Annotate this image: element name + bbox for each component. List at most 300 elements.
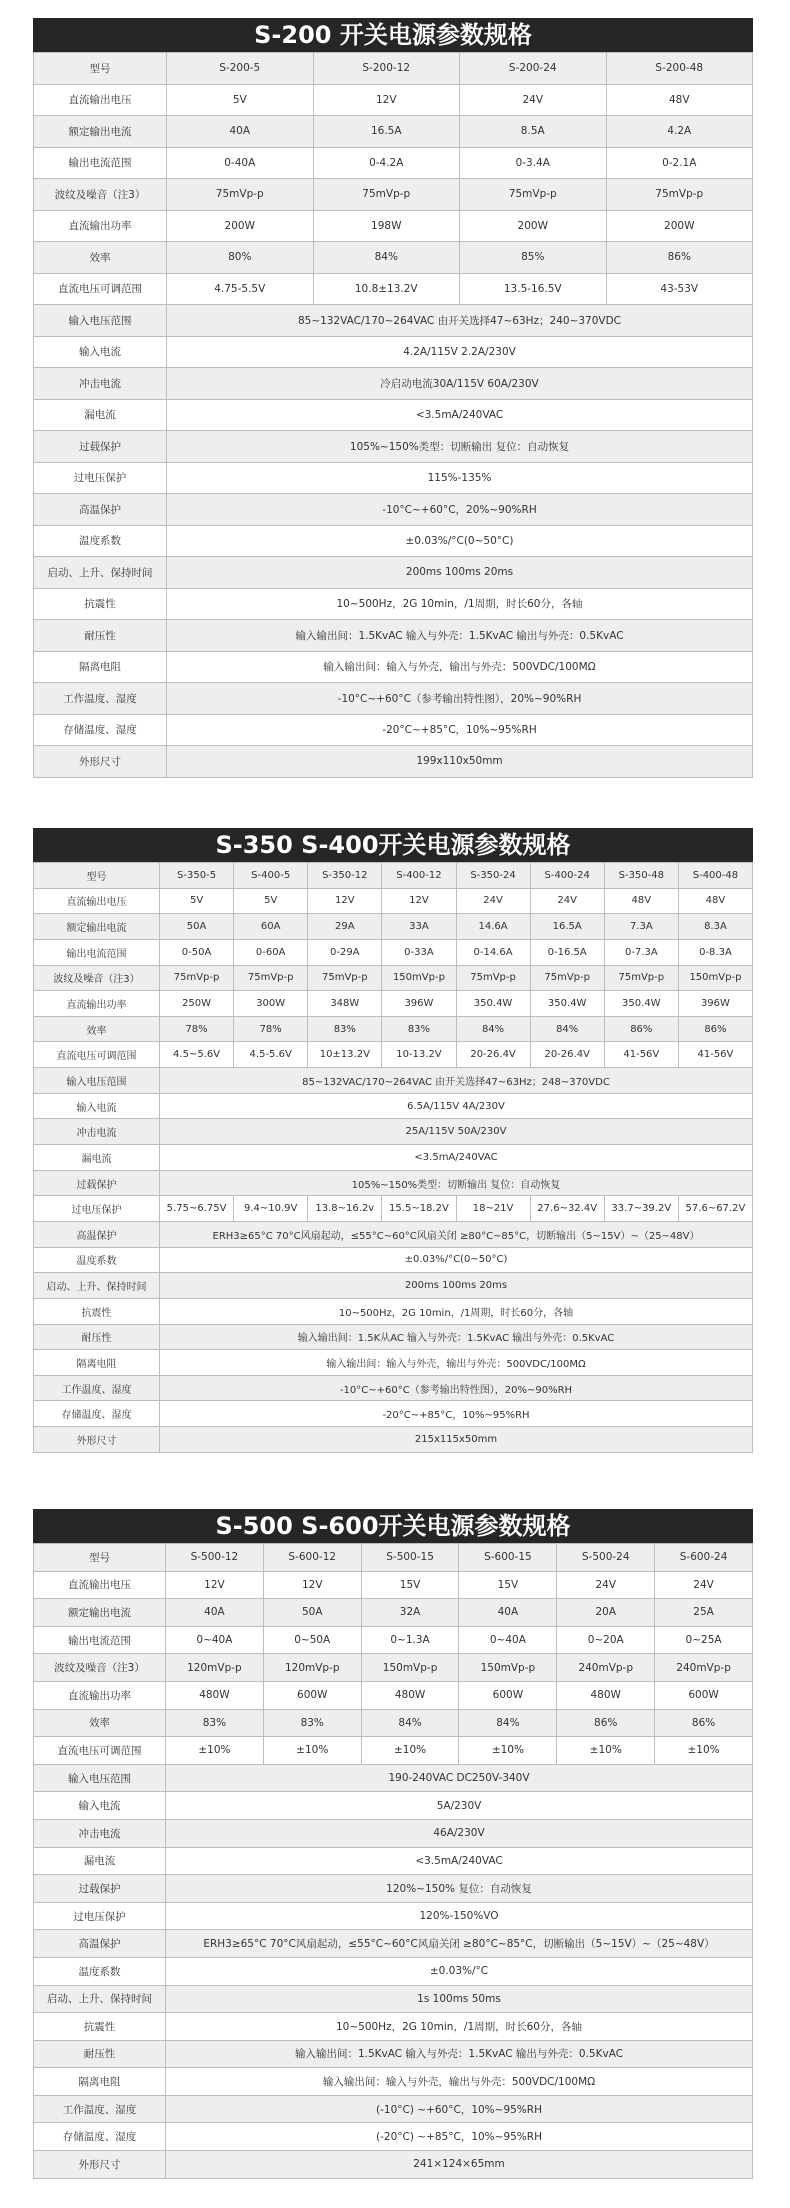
header-cell: S-400-5	[234, 863, 308, 889]
table-row	[34, 588, 753, 620]
table-cell: 85~132VAC/170~264VAC 由开关选择47~63Hz；240~370VDC	[167, 305, 753, 337]
table-cell: 12V	[382, 888, 456, 914]
table-cell: 80%	[167, 242, 314, 274]
table-cell: 150mVp-p	[361, 1654, 459, 1682]
table-cell: 120%-150%VO	[166, 1902, 753, 1930]
table-row	[34, 1764, 753, 1792]
table-cell: 43-53V	[606, 273, 753, 305]
table-header-row	[34, 1544, 753, 1572]
table-row	[34, 1819, 753, 1847]
row-label: 直流输出功率	[34, 1681, 166, 1709]
table-cell: ERH3≥65°C 70°C风扇起动，≤55°C~60°C风扇关闭 ≥80°C~85°C，切断输出（5~15V）~（25~48V）	[160, 1221, 753, 1247]
table-cell: 120mVp-p	[166, 1654, 264, 1682]
s500-title: S-500 S-600开关电源参数规格	[33, 1509, 753, 1543]
row-label: 冲击电流	[34, 1119, 160, 1145]
table-row	[34, 84, 753, 116]
table-row	[34, 1298, 753, 1324]
table-row	[34, 1068, 753, 1094]
header-cell: S-200-12	[313, 53, 460, 85]
row-label: 漏电流	[34, 1847, 166, 1875]
table-row	[34, 914, 753, 940]
table-cell: 40A	[459, 1599, 557, 1627]
row-label: 输出电流范围	[34, 1626, 166, 1654]
table-cell: 15.5~18.2V	[382, 1196, 456, 1222]
table-cell: 86%	[678, 1016, 752, 1042]
row-label: 隔离电阻	[34, 651, 167, 683]
row-label: 输入电流	[34, 1792, 166, 1820]
table-cell: ±10%	[459, 1737, 557, 1765]
row-label: 温度系数	[34, 525, 167, 557]
table-row	[34, 273, 753, 305]
table-cell: 215x115x50mm	[160, 1427, 753, 1453]
row-label: 输入电流	[34, 336, 167, 368]
table-cell: 0~40A	[459, 1626, 557, 1654]
table-cell: 105%~150%类型：切断输出 复位：自动恢复	[160, 1170, 753, 1196]
table-cell: 0-3.4A	[460, 147, 607, 179]
row-label: 输出电流范围	[34, 147, 167, 179]
table-cell: 9.4~10.9V	[234, 1196, 308, 1222]
row-label: 直流输出电压	[34, 84, 167, 116]
header-cell: S-200-5	[167, 53, 314, 85]
table-cell: 29A	[308, 914, 382, 940]
table-cell: 120%~150% 复位：自动恢复	[166, 1875, 753, 1903]
row-label: 耐压性	[34, 2040, 166, 2068]
table-row	[34, 431, 753, 463]
table-row	[34, 888, 753, 914]
table-row	[34, 1737, 753, 1765]
row-label: 直流电压可调范围	[34, 273, 167, 305]
row-label: 波纹及噪音（注3）	[34, 965, 160, 991]
table-cell: ±10%	[655, 1737, 753, 1765]
table-row	[34, 116, 753, 148]
table-cell: 15V	[361, 1571, 459, 1599]
table-header-row	[34, 53, 753, 85]
row-label: 直流电压可调范围	[34, 1737, 166, 1765]
table-cell: 84%	[313, 242, 460, 274]
s200-title: S-200 开关电源参数规格	[33, 18, 753, 52]
row-label: 外形尺寸	[34, 746, 167, 778]
table-cell: 32A	[361, 1599, 459, 1627]
row-label: 高温保护	[34, 494, 167, 526]
table-cell: 75mVp-p	[530, 965, 604, 991]
table-row	[34, 305, 753, 337]
row-label: 工作温度、湿度	[34, 683, 167, 715]
table-row	[34, 336, 753, 368]
header-cell: S-350-12	[308, 863, 382, 889]
header-cell: S-500-12	[166, 1544, 264, 1572]
table-cell: 350.4W	[604, 991, 678, 1017]
table-cell: 输入输出间：输入与外壳，输出与外壳：500VDC/100MΩ	[167, 651, 753, 683]
header-cell: 型号	[34, 863, 160, 889]
table-row	[34, 1221, 753, 1247]
row-label: 过载保护	[34, 1875, 166, 1903]
row-label: 工作温度、湿度	[34, 2095, 166, 2123]
table-cell: <3.5mA/240VAC	[160, 1145, 753, 1171]
table-cell: 24V	[456, 888, 530, 914]
row-label: 耐压性	[34, 1324, 160, 1350]
table-cell: 600W	[459, 1681, 557, 1709]
table-row	[34, 965, 753, 991]
table-cell: 350.4W	[456, 991, 530, 1017]
table-cell: 0~1.3A	[361, 1626, 459, 1654]
table-row	[34, 1324, 753, 1350]
table-cell: 83%	[166, 1709, 264, 1737]
table-row	[34, 1145, 753, 1171]
row-label: 漏电流	[34, 1145, 160, 1171]
table-cell: ±10%	[557, 1737, 655, 1765]
table-cell: 12V	[166, 1571, 264, 1599]
table-cell: 0-60A	[234, 939, 308, 965]
table-cell: 5V	[167, 84, 314, 116]
row-label: 抗震性	[34, 1298, 160, 1324]
table-row	[34, 1350, 753, 1376]
table-cell: 输入输出间：输入与外壳，输出与外壳：500VDC/100MΩ	[166, 2068, 753, 2096]
table-cell: 75mVp-p	[606, 179, 753, 211]
row-label: 过载保护	[34, 1170, 160, 1196]
table-cell: 冷启动电流30A/115V 60A/230V	[167, 368, 753, 400]
table-row	[34, 1401, 753, 1427]
row-label: 存储温度、湿度	[34, 2123, 166, 2151]
table-row	[34, 242, 753, 274]
table-cell: 240mVp-p	[557, 1654, 655, 1682]
row-label: 启动、上升、保持时间	[34, 1273, 160, 1299]
table-cell: 85~132VAC/170~264VAC 由开关选择47~63Hz；248~370VDC	[160, 1068, 753, 1094]
row-label: 外形尺寸	[34, 1427, 160, 1453]
table-cell: 75mVp-p	[167, 179, 314, 211]
table-cell: 150mVp-p	[459, 1654, 557, 1682]
table-cell: 0~50A	[263, 1626, 361, 1654]
table-cell: ±0.03%/°C(0~50°C)	[160, 1247, 753, 1273]
table-cell: ±0.03%/°C	[166, 1957, 753, 1985]
row-label: 耐压性	[34, 620, 167, 652]
row-label: 隔离电阻	[34, 2068, 166, 2096]
table-row	[34, 2040, 753, 2068]
table-cell: 25A/115V 50A/230V	[160, 1119, 753, 1145]
table-cell: 300W	[234, 991, 308, 1017]
table-cell: -20°C~+85°C，10%~95%RH	[167, 714, 753, 746]
table-cell: 12V	[313, 84, 460, 116]
table-cell: 84%	[530, 1016, 604, 1042]
row-label: 直流输出电压	[34, 1571, 166, 1599]
table-cell: 4.2A	[606, 116, 753, 148]
table-row	[34, 1196, 753, 1222]
table-cell: 0-50A	[160, 939, 234, 965]
table-cell: 86%	[604, 1016, 678, 1042]
table-cell: 40A	[167, 116, 314, 148]
table-cell: 0-4.2A	[313, 147, 460, 179]
s350-s400-spec-section	[33, 828, 753, 1453]
table-row	[34, 651, 753, 683]
table-cell: 4.75-5.5V	[167, 273, 314, 305]
row-label: 外形尺寸	[34, 2151, 166, 2179]
table-cell: 57.6~67.2V	[678, 1196, 752, 1222]
table-cell: 115%-135%	[167, 462, 753, 494]
row-label: 直流输出电压	[34, 888, 160, 914]
table-cell: 200W	[167, 210, 314, 242]
table-row	[34, 1847, 753, 1875]
table-cell: 198W	[313, 210, 460, 242]
table-row	[34, 399, 753, 431]
table-cell: 输入输出间：1.5K从AC 输入与外壳：1.5KvAC 输出与外壳：0.5KvAC	[160, 1324, 753, 1350]
table-row	[34, 1792, 753, 1820]
table-row	[34, 1273, 753, 1299]
table-cell: 480W	[166, 1681, 264, 1709]
table-row	[34, 1709, 753, 1737]
row-label: 输入电压范围	[34, 1764, 166, 1792]
table-cell: 480W	[557, 1681, 655, 1709]
table-cell: <3.5mA/240VAC	[167, 399, 753, 431]
table-cell: 5.75~6.75V	[160, 1196, 234, 1222]
table-header-row	[34, 863, 753, 889]
table-cell: ±0.03%/°C(0~50°C)	[167, 525, 753, 557]
table-cell: 150mVp-p	[678, 965, 752, 991]
table-cell: 83%	[382, 1016, 456, 1042]
row-label: 过载保护	[34, 431, 167, 463]
table-cell: 78%	[160, 1016, 234, 1042]
row-label: 温度系数	[34, 1247, 160, 1273]
table-cell: 41-56V	[604, 1042, 678, 1068]
header-cell: S-350-48	[604, 863, 678, 889]
table-row	[34, 1170, 753, 1196]
table-row	[34, 1042, 753, 1068]
table-cell: 0-7.3A	[604, 939, 678, 965]
table-cell: 350.4W	[530, 991, 604, 1017]
table-row	[34, 1654, 753, 1682]
table-row	[34, 494, 753, 526]
table-row	[34, 1016, 753, 1042]
table-row	[34, 368, 753, 400]
header-cell: S-500-24	[557, 1544, 655, 1572]
table-cell: 48V	[678, 888, 752, 914]
table-cell: 24V	[557, 1571, 655, 1599]
table-cell: 20-26.4V	[530, 1042, 604, 1068]
s350-title: S-350 S-400开关电源参数规格	[33, 828, 753, 862]
table-cell: <3.5mA/240VAC	[166, 1847, 753, 1875]
table-row	[34, 525, 753, 557]
row-label: 冲击电流	[34, 368, 167, 400]
table-cell: 20A	[557, 1599, 655, 1627]
table-cell: ±10%	[263, 1737, 361, 1765]
table-cell: 84%	[456, 1016, 530, 1042]
table-cell: 200ms 100ms 20ms	[160, 1273, 753, 1299]
table-cell: 10-13.2V	[382, 1042, 456, 1068]
row-label: 额定输出电流	[34, 116, 167, 148]
table-cell: 0-14.6A	[456, 939, 530, 965]
table-cell: 240mVp-p	[655, 1654, 753, 1682]
table-cell: 16.5A	[313, 116, 460, 148]
table-row	[34, 1375, 753, 1401]
table-row	[34, 1902, 753, 1930]
table-row	[34, 620, 753, 652]
table-cell: 5V	[160, 888, 234, 914]
table-cell: 0-16.5A	[530, 939, 604, 965]
s200-spec-section	[33, 18, 753, 778]
table-cell: 0~25A	[655, 1626, 753, 1654]
table-cell: 18~21V	[456, 1196, 530, 1222]
table-row	[34, 2095, 753, 2123]
table-cell: 348W	[308, 991, 382, 1017]
row-label: 启动、上升、保持时间	[34, 1985, 166, 2013]
s200-spec-table	[33, 52, 753, 778]
table-row	[34, 462, 753, 494]
table-row	[34, 1571, 753, 1599]
s500-spec-table	[33, 1543, 753, 2179]
table-cell: 75mVp-p	[313, 179, 460, 211]
table-row	[34, 2068, 753, 2096]
table-row	[34, 1093, 753, 1119]
table-row	[34, 939, 753, 965]
table-cell: 190-240VAC DC250V-340V	[166, 1764, 753, 1792]
table-cell: 40A	[166, 1599, 264, 1627]
row-label: 效率	[34, 1016, 160, 1042]
table-cell: 84%	[459, 1709, 557, 1737]
row-label: 抗震性	[34, 588, 167, 620]
table-cell: -10°C~+60°C，20%~90%RH	[167, 494, 753, 526]
row-label: 工作温度、湿度	[34, 1375, 160, 1401]
table-cell: 12V	[263, 1571, 361, 1599]
table-row	[34, 1599, 753, 1627]
table-cell: 输入输出间：1.5KvAC 输入与外壳：1.5KvAC 输出与外壳：0.5KvAC	[167, 620, 753, 652]
table-cell: 0-2.1A	[606, 147, 753, 179]
row-label: 效率	[34, 1709, 166, 1737]
table-cell: 33.7~39.2V	[604, 1196, 678, 1222]
table-cell: -10°C~+60°C（参考输出特性图），20%~90%RH	[160, 1375, 753, 1401]
header-cell: S-400-48	[678, 863, 752, 889]
row-label: 冲击电流	[34, 1819, 166, 1847]
table-cell: 8.3A	[678, 914, 752, 940]
table-row	[34, 1427, 753, 1453]
table-cell: 15V	[459, 1571, 557, 1599]
row-label: 输入电压范围	[34, 1068, 160, 1094]
table-row	[34, 746, 753, 778]
s500-s600-spec-section	[33, 1509, 753, 2179]
table-cell: 13.8~16.2v	[308, 1196, 382, 1222]
row-label: 存储温度、湿度	[34, 1401, 160, 1427]
table-cell: 600W	[655, 1681, 753, 1709]
table-row	[34, 1930, 753, 1958]
row-label: 额定输出电流	[34, 914, 160, 940]
row-label: 抗震性	[34, 2013, 166, 2041]
table-row	[34, 210, 753, 242]
table-cell: 24V	[655, 1571, 753, 1599]
table-cell: 10~500Hz，2G 10min，/1周期，时长60分，各轴	[167, 588, 753, 620]
header-cell: 型号	[34, 53, 167, 85]
table-row	[34, 714, 753, 746]
row-label: 直流电压可调范围	[34, 1042, 160, 1068]
header-cell: S-600-15	[459, 1544, 557, 1572]
table-cell: 600W	[263, 1681, 361, 1709]
table-row	[34, 2151, 753, 2179]
table-cell: 24V	[460, 84, 607, 116]
table-cell: 46A/230V	[166, 1819, 753, 1847]
table-cell: 83%	[308, 1016, 382, 1042]
header-cell: S-600-24	[655, 1544, 753, 1572]
table-row	[34, 1875, 753, 1903]
table-cell: 105%~150%类型：切断输出 复位：自动恢复	[167, 431, 753, 463]
header-cell: S-400-24	[530, 863, 604, 889]
table-cell: 78%	[234, 1016, 308, 1042]
table-cell: 41-56V	[678, 1042, 752, 1068]
table-cell: 7.3A	[604, 914, 678, 940]
table-cell: 25A	[655, 1599, 753, 1627]
table-cell: 0-29A	[308, 939, 382, 965]
table-cell: 0-8.3A	[678, 939, 752, 965]
row-label: 输入电压范围	[34, 305, 167, 337]
table-cell: 75mVp-p	[160, 965, 234, 991]
row-label: 隔离电阻	[34, 1350, 160, 1376]
table-cell: -20°C~+85°C，10%~95%RH	[160, 1401, 753, 1427]
table-cell: 60A	[234, 914, 308, 940]
table-cell: 200ms 100ms 20ms	[167, 557, 753, 589]
table-row	[34, 1985, 753, 2013]
row-label: 波纹及噪音（注3）	[34, 179, 167, 211]
table-cell: 50A	[160, 914, 234, 940]
table-cell: 10~500Hz，2G 10min，/1周期，时长60分，各轴	[166, 2013, 753, 2041]
table-cell: 输入输出间：输入与外壳，输出与外壳：500VDC/100MΩ	[160, 1350, 753, 1376]
table-cell: 5A/230V	[166, 1792, 753, 1820]
table-cell: 0-40A	[167, 147, 314, 179]
table-row	[34, 1681, 753, 1709]
header-cell: S-350-24	[456, 863, 530, 889]
row-label: 过电压保护	[34, 462, 167, 494]
table-cell: 14.6A	[456, 914, 530, 940]
header-cell: S-400-12	[382, 863, 456, 889]
header-cell: S-200-24	[460, 53, 607, 85]
table-cell: ±10%	[361, 1737, 459, 1765]
table-row	[34, 1957, 753, 1985]
table-cell: 250W	[160, 991, 234, 1017]
row-label: 额定输出电流	[34, 1599, 166, 1627]
row-label: 高温保护	[34, 1221, 160, 1247]
table-cell: 84%	[361, 1709, 459, 1737]
header-cell: S-600-12	[263, 1544, 361, 1572]
table-cell: 396W	[382, 991, 456, 1017]
table-cell: 0~40A	[166, 1626, 264, 1654]
table-cell: 85%	[460, 242, 607, 274]
table-row	[34, 179, 753, 211]
table-row	[34, 2013, 753, 2041]
table-cell: 6.5A/115V 4A/230V	[160, 1093, 753, 1119]
row-label: 过电压保护	[34, 1902, 166, 1930]
s350-spec-table	[33, 862, 753, 1453]
table-cell: 75mVp-p	[234, 965, 308, 991]
table-cell: 12V	[308, 888, 382, 914]
header-cell: S-350-5	[160, 863, 234, 889]
table-row	[34, 1247, 753, 1273]
table-cell: 20-26.4V	[456, 1042, 530, 1068]
table-cell: 199x110x50mm	[167, 746, 753, 778]
row-label: 过电压保护	[34, 1196, 160, 1222]
table-row	[34, 557, 753, 589]
table-cell: 150mVp-p	[382, 965, 456, 991]
row-label: 存储温度、湿度	[34, 714, 167, 746]
table-cell: 24V	[530, 888, 604, 914]
table-cell: 120mVp-p	[263, 1654, 361, 1682]
table-cell: 10.8±13.2V	[313, 273, 460, 305]
table-cell: ERH3≥65°C 70°C风扇起动，≤55°C~60°C风扇关闭 ≥80°C~85°C，切断输出（5~15V）~（25~48V）	[166, 1930, 753, 1958]
table-cell: 75mVp-p	[604, 965, 678, 991]
table-cell: 8.5A	[460, 116, 607, 148]
table-cell: 0~20A	[557, 1626, 655, 1654]
table-cell: (-20°C) ~+85°C，10%~95%RH	[166, 2123, 753, 2151]
table-cell: 16.5A	[530, 914, 604, 940]
table-cell: 75mVp-p	[460, 179, 607, 211]
row-label: 漏电流	[34, 399, 167, 431]
table-cell: 输入输出间：1.5KvAC 输入与外壳：1.5KvAC 输出与外壳：0.5KvAC	[166, 2040, 753, 2068]
table-cell: 200W	[606, 210, 753, 242]
table-cell: 75mVp-p	[308, 965, 382, 991]
row-label: 温度系数	[34, 1957, 166, 1985]
